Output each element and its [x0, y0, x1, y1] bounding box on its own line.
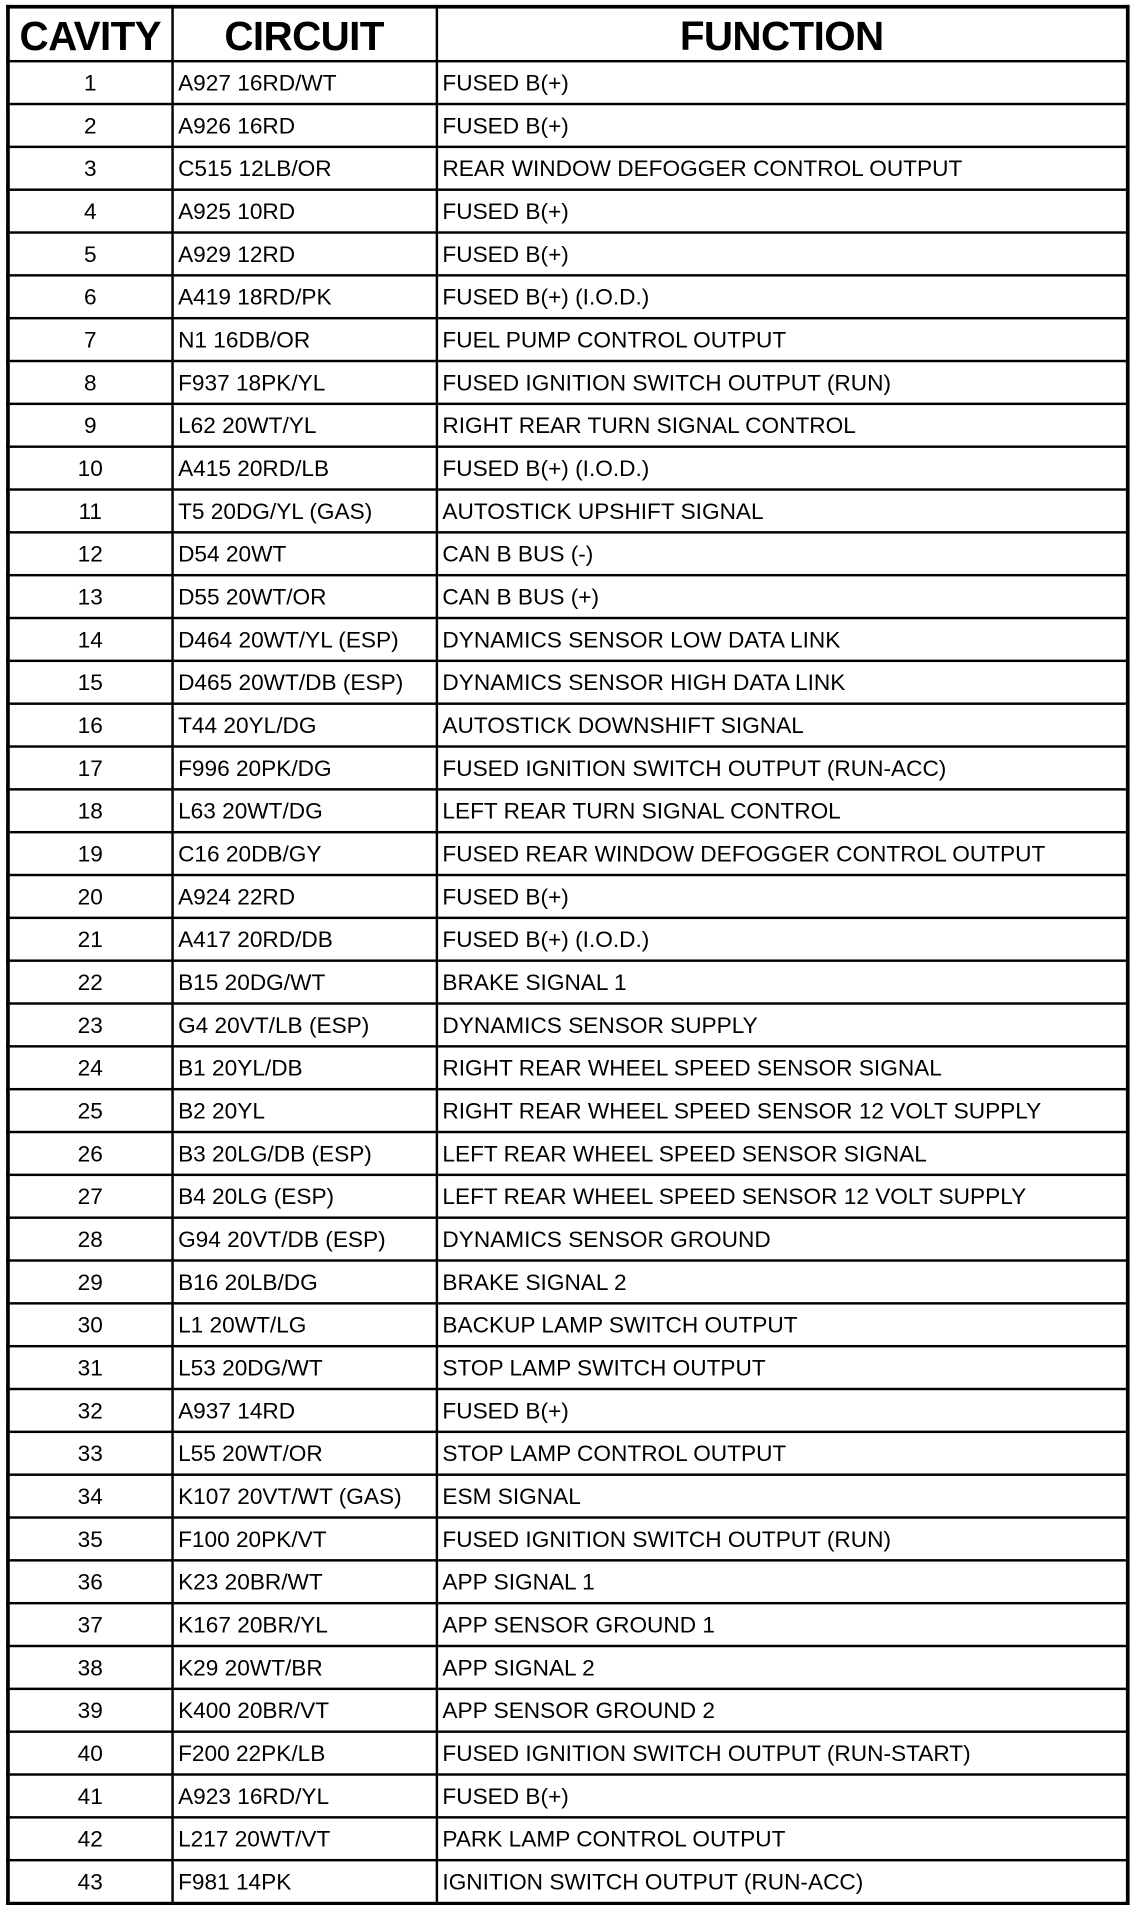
table-row	[8, 1518, 1128, 1561]
function-cell: AUTOSTICK UPSHIFT SIGNAL	[436, 490, 1127, 533]
circuit-cell: A937 14RD	[172, 1389, 436, 1432]
function-cell: CAN B BUS (+)	[436, 575, 1127, 618]
circuit-cell: K400 20BR/VT	[172, 1689, 436, 1732]
header-row	[8, 7, 1128, 61]
function-cell: RIGHT REAR WHEEL SPEED SENSOR SIGNAL	[436, 1046, 1127, 1089]
table-row	[8, 1475, 1128, 1518]
function-cell: APP SIGNAL 2	[436, 1646, 1127, 1689]
cavity-cell: 6	[8, 275, 172, 318]
table-row	[8, 1218, 1128, 1261]
cavity-cell: 14	[8, 618, 172, 661]
function-cell: STOP LAMP SWITCH OUTPUT	[436, 1346, 1127, 1389]
function-cell: DYNAMICS SENSOR HIGH DATA LINK	[436, 661, 1127, 704]
function-cell: FUEL PUMP CONTROL OUTPUT	[436, 318, 1127, 361]
table-row	[8, 704, 1128, 747]
cavity-cell: 15	[8, 661, 172, 704]
table-row	[8, 1389, 1128, 1432]
table-row	[8, 233, 1128, 276]
circuit-cell: A419 18RD/PK	[172, 275, 436, 318]
table-row	[8, 1432, 1128, 1475]
circuit-cell: B4 20LG (ESP)	[172, 1175, 436, 1218]
circuit-cell: F996 20PK/DG	[172, 747, 436, 790]
circuit-cell: K167 20BR/YL	[172, 1603, 436, 1646]
cavity-cell: 5	[8, 233, 172, 276]
cavity-cell: 21	[8, 918, 172, 961]
table-row	[8, 318, 1128, 361]
circuit-cell: D54 20WT	[172, 532, 436, 575]
circuit-cell: B15 20DG/WT	[172, 961, 436, 1004]
table-row	[8, 618, 1128, 661]
cavity-cell: 42	[8, 1817, 172, 1860]
circuit-cell: K29 20WT/BR	[172, 1646, 436, 1689]
cavity-cell: 7	[8, 318, 172, 361]
function-cell: APP SIGNAL 1	[436, 1560, 1127, 1603]
cavity-cell: 23	[8, 1004, 172, 1047]
cavity-cell: 10	[8, 447, 172, 490]
cavity-cell: 20	[8, 875, 172, 918]
function-cell: DYNAMICS SENSOR GROUND	[436, 1218, 1127, 1261]
cavity-cell: 35	[8, 1518, 172, 1561]
function-cell: BRAKE SIGNAL 1	[436, 961, 1127, 1004]
function-cell: FUSED IGNITION SWITCH OUTPUT (RUN)	[436, 1518, 1127, 1561]
function-cell: PARK LAMP CONTROL OUTPUT	[436, 1817, 1127, 1860]
cavity-cell: 41	[8, 1775, 172, 1818]
table-row	[8, 1817, 1128, 1860]
table-row	[8, 447, 1128, 490]
table-row	[8, 1732, 1128, 1775]
function-cell: FUSED B(+) (I.O.D.)	[436, 275, 1127, 318]
table-row	[8, 361, 1128, 404]
function-cell: APP SENSOR GROUND 1	[436, 1603, 1127, 1646]
table-row	[8, 575, 1128, 618]
cavity-cell: 17	[8, 747, 172, 790]
function-cell: BACKUP LAMP SWITCH OUTPUT	[436, 1303, 1127, 1346]
table-row	[8, 532, 1128, 575]
table-row	[8, 1261, 1128, 1304]
table-row	[8, 147, 1128, 190]
circuit-cell: F981 14PK	[172, 1860, 436, 1903]
function-cell: BRAKE SIGNAL 2	[436, 1261, 1127, 1304]
function-cell: FUSED REAR WINDOW DEFOGGER CONTROL OUTPUT	[436, 832, 1127, 875]
function-cell: LEFT REAR TURN SIGNAL CONTROL	[436, 789, 1127, 832]
cavity-cell: 37	[8, 1603, 172, 1646]
cavity-cell: 11	[8, 490, 172, 533]
cavity-cell: 2	[8, 104, 172, 147]
table-row	[8, 789, 1128, 832]
circuit-cell: D464 20WT/YL (ESP)	[172, 618, 436, 661]
cavity-cell: 36	[8, 1560, 172, 1603]
cavity-cell: 43	[8, 1860, 172, 1903]
table-row	[8, 961, 1128, 1004]
function-cell: LEFT REAR WHEEL SPEED SENSOR SIGNAL	[436, 1132, 1127, 1175]
circuit-cell: L53 20DG/WT	[172, 1346, 436, 1389]
header-cavity: CAVITY	[8, 7, 172, 61]
circuit-cell: D465 20WT/DB (ESP)	[172, 661, 436, 704]
table-body	[8, 61, 1128, 1903]
function-cell: ESM SIGNAL	[436, 1475, 1127, 1518]
circuit-cell: A929 12RD	[172, 233, 436, 276]
cavity-cell: 29	[8, 1261, 172, 1304]
cavity-cell: 8	[8, 361, 172, 404]
function-cell: FUSED B(+)	[436, 61, 1127, 104]
function-cell: FUSED B(+)	[436, 233, 1127, 276]
cavity-cell: 16	[8, 704, 172, 747]
circuit-cell: D55 20WT/OR	[172, 575, 436, 618]
cavity-cell: 28	[8, 1218, 172, 1261]
table-row	[8, 1689, 1128, 1732]
function-cell: FUSED B(+) (I.O.D.)	[436, 918, 1127, 961]
circuit-cell: L1 20WT/LG	[172, 1303, 436, 1346]
circuit-cell: L63 20WT/DG	[172, 789, 436, 832]
table-row	[8, 61, 1128, 104]
cavity-cell: 33	[8, 1432, 172, 1475]
cavity-cell: 1	[8, 61, 172, 104]
function-cell: AUTOSTICK DOWNSHIFT SIGNAL	[436, 704, 1127, 747]
table-row	[8, 190, 1128, 233]
function-cell: FUSED B(+)	[436, 1775, 1127, 1818]
table-row	[8, 1046, 1128, 1089]
cavity-cell: 32	[8, 1389, 172, 1432]
function-cell: RIGHT REAR WHEEL SPEED SENSOR 12 VOLT SUPPLY	[436, 1089, 1127, 1132]
table-row	[8, 747, 1128, 790]
table-row	[8, 1346, 1128, 1389]
function-cell: FUSED IGNITION SWITCH OUTPUT (RUN-ACC)	[436, 747, 1127, 790]
circuit-cell: G94 20VT/DB (ESP)	[172, 1218, 436, 1261]
table-row	[8, 275, 1128, 318]
table-row	[8, 1603, 1128, 1646]
circuit-cell: L62 20WT/YL	[172, 404, 436, 447]
circuit-cell: A927 16RD/WT	[172, 61, 436, 104]
cavity-cell: 3	[8, 147, 172, 190]
cavity-cell: 25	[8, 1089, 172, 1132]
function-cell: APP SENSOR GROUND 2	[436, 1689, 1127, 1732]
circuit-cell: A924 22RD	[172, 875, 436, 918]
table-row	[8, 104, 1128, 147]
function-cell: FUSED B(+)	[436, 875, 1127, 918]
cavity-cell: 34	[8, 1475, 172, 1518]
function-cell: LEFT REAR WHEEL SPEED SENSOR 12 VOLT SUPPLY	[436, 1175, 1127, 1218]
function-cell: FUSED B(+)	[436, 104, 1127, 147]
cavity-cell: 13	[8, 575, 172, 618]
table-row	[8, 1775, 1128, 1818]
table-row	[8, 1175, 1128, 1218]
function-cell: FUSED B(+) (I.O.D.)	[436, 447, 1127, 490]
function-cell: DYNAMICS SENSOR SUPPLY	[436, 1004, 1127, 1047]
function-cell: REAR WINDOW DEFOGGER CONTROL OUTPUT	[436, 147, 1127, 190]
table-row	[8, 1646, 1128, 1689]
circuit-cell: A926 16RD	[172, 104, 436, 147]
circuit-cell: K23 20BR/WT	[172, 1560, 436, 1603]
circuit-cell: C16 20DB/GY	[172, 832, 436, 875]
table-row	[8, 490, 1128, 533]
circuit-cell: F937 18PK/YL	[172, 361, 436, 404]
table-row	[8, 918, 1128, 961]
circuit-cell: B3 20LG/DB (ESP)	[172, 1132, 436, 1175]
circuit-cell: B1 20YL/DB	[172, 1046, 436, 1089]
table-row	[8, 404, 1128, 447]
function-cell: STOP LAMP CONTROL OUTPUT	[436, 1432, 1127, 1475]
cavity-cell: 40	[8, 1732, 172, 1775]
circuit-cell: C515 12LB/OR	[172, 147, 436, 190]
circuit-cell: F200 22PK/LB	[172, 1732, 436, 1775]
circuit-cell: A925 10RD	[172, 190, 436, 233]
connector-pinout-table	[6, 5, 1129, 1905]
circuit-cell: B2 20YL	[172, 1089, 436, 1132]
cavity-cell: 24	[8, 1046, 172, 1089]
cavity-cell: 4	[8, 190, 172, 233]
cavity-cell: 39	[8, 1689, 172, 1732]
table-row	[8, 1004, 1128, 1047]
table-row	[8, 1303, 1128, 1346]
function-cell: IGNITION SWITCH OUTPUT (RUN-ACC)	[436, 1860, 1127, 1903]
function-cell: DYNAMICS SENSOR LOW DATA LINK	[436, 618, 1127, 661]
circuit-cell: T44 20YL/DG	[172, 704, 436, 747]
circuit-cell: K107 20VT/WT (GAS)	[172, 1475, 436, 1518]
header-function: FUNCTION	[436, 7, 1127, 61]
table-row	[8, 875, 1128, 918]
cavity-cell: 30	[8, 1303, 172, 1346]
circuit-cell: L217 20WT/VT	[172, 1817, 436, 1860]
table-row	[8, 832, 1128, 875]
cavity-cell: 26	[8, 1132, 172, 1175]
cavity-cell: 18	[8, 789, 172, 832]
cavity-cell: 22	[8, 961, 172, 1004]
function-cell: RIGHT REAR TURN SIGNAL CONTROL	[436, 404, 1127, 447]
header-circuit: CIRCUIT	[172, 7, 436, 61]
circuit-cell: A923 16RD/YL	[172, 1775, 436, 1818]
circuit-cell: F100 20PK/VT	[172, 1518, 436, 1561]
function-cell: FUSED B(+)	[436, 190, 1127, 233]
cavity-cell: 19	[8, 832, 172, 875]
cavity-cell: 38	[8, 1646, 172, 1689]
circuit-cell: A417 20RD/DB	[172, 918, 436, 961]
circuit-cell: B16 20LB/DG	[172, 1261, 436, 1304]
table-row	[8, 1089, 1128, 1132]
table-row	[8, 1132, 1128, 1175]
function-cell: CAN B BUS (-)	[436, 532, 1127, 575]
circuit-cell: A415 20RD/LB	[172, 447, 436, 490]
table-row	[8, 1860, 1128, 1903]
circuit-cell: N1 16DB/OR	[172, 318, 436, 361]
function-cell: FUSED IGNITION SWITCH OUTPUT (RUN)	[436, 361, 1127, 404]
circuit-cell: G4 20VT/LB (ESP)	[172, 1004, 436, 1047]
circuit-cell: T5 20DG/YL (GAS)	[172, 490, 436, 533]
function-cell: FUSED IGNITION SWITCH OUTPUT (RUN-START)	[436, 1732, 1127, 1775]
circuit-cell: L55 20WT/OR	[172, 1432, 436, 1475]
table-header	[8, 7, 1128, 61]
cavity-cell: 12	[8, 532, 172, 575]
table-row	[8, 661, 1128, 704]
function-cell: FUSED B(+)	[436, 1389, 1127, 1432]
cavity-cell: 31	[8, 1346, 172, 1389]
cavity-cell: 27	[8, 1175, 172, 1218]
table-row	[8, 1560, 1128, 1603]
cavity-cell: 9	[8, 404, 172, 447]
